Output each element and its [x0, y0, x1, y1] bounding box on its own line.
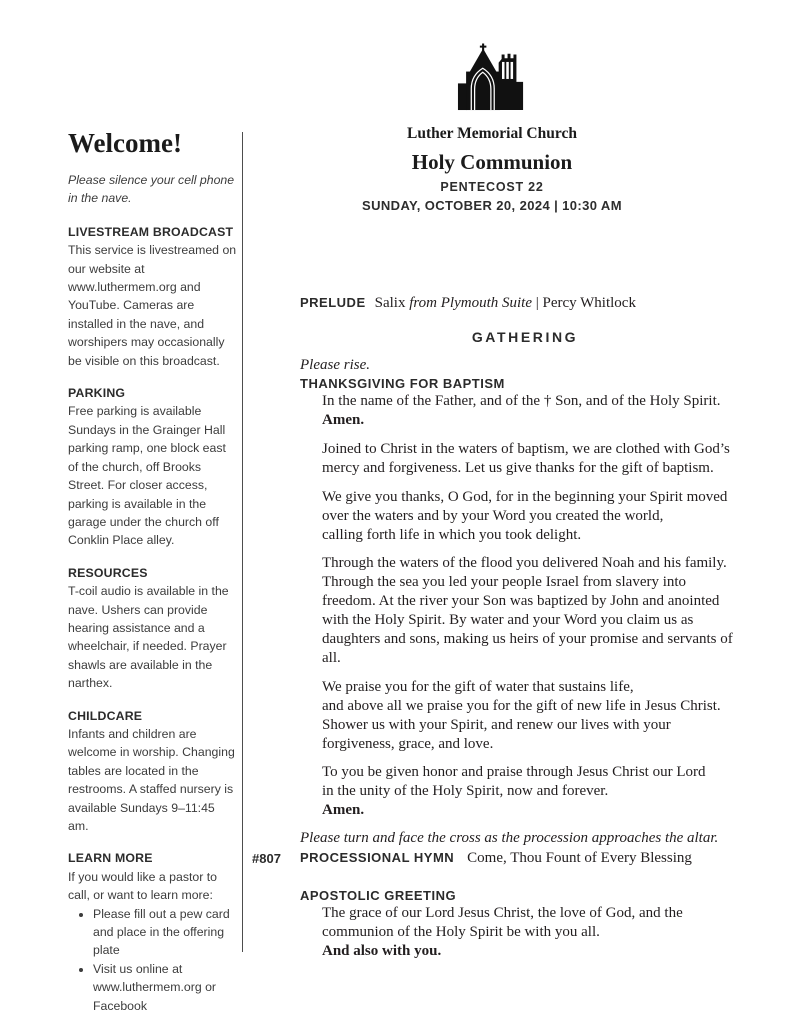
rubric-please-rise: Please rise. — [300, 357, 370, 373]
order-of-service — [252, 293, 750, 961]
bullet-item: • Visit us online at www.luthermem.org or Facebook — [93, 960, 238, 1015]
festival-name: PENTECOST 22 — [440, 180, 544, 194]
welcome-title: Welcome! — [68, 128, 182, 158]
invocation-line: In the name of the Father, and of the † Son, and of the Holy Spirit. — [322, 393, 721, 409]
prelude-source: from Plymouth Suite — [409, 295, 532, 311]
prelude-separator: | — [535, 295, 539, 311]
masthead — [242, 34, 742, 214]
prelude-composer: Percy Whitlock — [542, 295, 636, 311]
baptism-paragraph: We give you thanks, O God, for in the beginning your Spirit moved over the waters and by your Word you created the world, calling forth life in which you took delight. — [322, 489, 728, 543]
sidebar-section-childcare — [68, 707, 238, 836]
service-datetime: SUNDAY, OCTOBER 20, 2024 | 10:30 AM — [362, 198, 622, 213]
sidebar-section-learn-more — [68, 849, 238, 1015]
baptism-paragraph: Joined to Christ in the waters of baptism, we are clothed with God’s mercy and forgiveness. Let us give thanks for the gift of baptism. — [322, 441, 730, 476]
sidebar-heading-resources: RESOURCES — [68, 565, 148, 580]
silence-phones-note: Please silence your cell phone in the nave. — [68, 173, 235, 206]
closing-lines: To you be given honor and praise through Jesus Christ our Lord in the unity of the Holy Spirit, now and forever. — [322, 764, 706, 799]
prelude-label: PRELUDE — [300, 295, 366, 310]
closing-paragraph — [322, 763, 750, 820]
sidebar-section-livestream — [68, 223, 238, 370]
service-title: Holy Communion — [411, 150, 573, 174]
apostolic-greeting-heading: APOSTOLIC GREETING — [300, 888, 457, 903]
sidebar-heading-learn-more: LEARN MORE — [68, 851, 153, 866]
learn-more-bullet-list — [68, 905, 238, 1015]
processional-hymn-label: PROCESSIONAL HYMN — [300, 850, 455, 865]
sidebar-body-parking: Free parking is available Sundays in the Grainger Hall parking ramp, one block east of the church, off Brooks Street. For closer access, parking is available in the garage under the church off Conklin Place alley. — [68, 404, 226, 548]
sidebar-section-parking — [68, 384, 238, 550]
bullet-item: • Please fill out a pew card and place in the offering plate — [93, 905, 238, 960]
sidebar-body-childcare: Infants and children are welcome in worship. Changing tables are located in the restrooms. A staffed nursery is available Sundays 9–11:45 am. — [68, 726, 235, 833]
greeting-response: And also with you. — [322, 943, 442, 959]
processional-hymn-title: Come, Thou Fount of Every Blessing — [467, 850, 692, 866]
thanksgiving-for-baptism-heading: THANKSGIVING FOR BAPTISM — [300, 376, 505, 391]
processional-hymn-line — [252, 848, 750, 868]
amen-response: Amen. — [322, 802, 365, 818]
baptism-paragraph: Through the waters of the flood you delivered Noah and his family. Through the sea you led your people Israel from slavery into freedom. At the river your Son was baptized by John and anointed with the Holy Spirit. By water and your Word you claim us as daughters and sons, making us heirs of your promise and servants of all. — [322, 555, 733, 666]
sidebar-section-resources — [68, 564, 238, 693]
sidebar-heading-parking: PARKING — [68, 386, 126, 401]
church-icon — [455, 34, 529, 118]
gathering-heading: GATHERING — [471, 329, 579, 345]
prelude-piece: Salix — [374, 295, 406, 311]
sidebar-body-livestream: This service is livestreamed on our website at www.luthermem.org and YouTube. Cameras are installed in the nave, and worshipers may occasionally be visible on this broadcast. — [68, 243, 237, 368]
baptism-paragraph: We praise you for the gift of water that sustains life, and above all we praise you for the gift of new life in Jesus Christ. Shower us with your Spirit, and renew our lives with your forgiveness, grace, and love. — [322, 679, 721, 752]
amen-response: Amen. — [322, 412, 365, 428]
procession-rubric: Please turn and face the cross as the procession approaches the altar. — [300, 830, 719, 846]
greeting-text: The grace of our Lord Jesus Christ, the love of God, and the communion of the Holy Spirit be with you all. — [322, 905, 683, 940]
sidebar — [68, 128, 238, 1024]
column-divider — [242, 132, 243, 952]
sidebar-body-resources: T-coil audio is available in the nave. Ushers can provide hearing assistance and a wheelchair, if needed. Prayer shawls are available in the narthex. — [68, 584, 229, 691]
sidebar-heading-livestream: LIVESTREAM BROADCAST — [68, 224, 234, 239]
apostolic-greeting-block — [322, 904, 750, 961]
church-name: Luther Memorial Church — [407, 125, 577, 142]
sidebar-heading-childcare: CHILDCARE — [68, 708, 143, 723]
sidebar-body-learn-more: If you would like a pastor to call, or want to learn more: — [68, 869, 218, 903]
prelude-line — [300, 293, 750, 313]
invocation-block — [322, 392, 750, 430]
hymn-number: #807 — [252, 851, 281, 866]
